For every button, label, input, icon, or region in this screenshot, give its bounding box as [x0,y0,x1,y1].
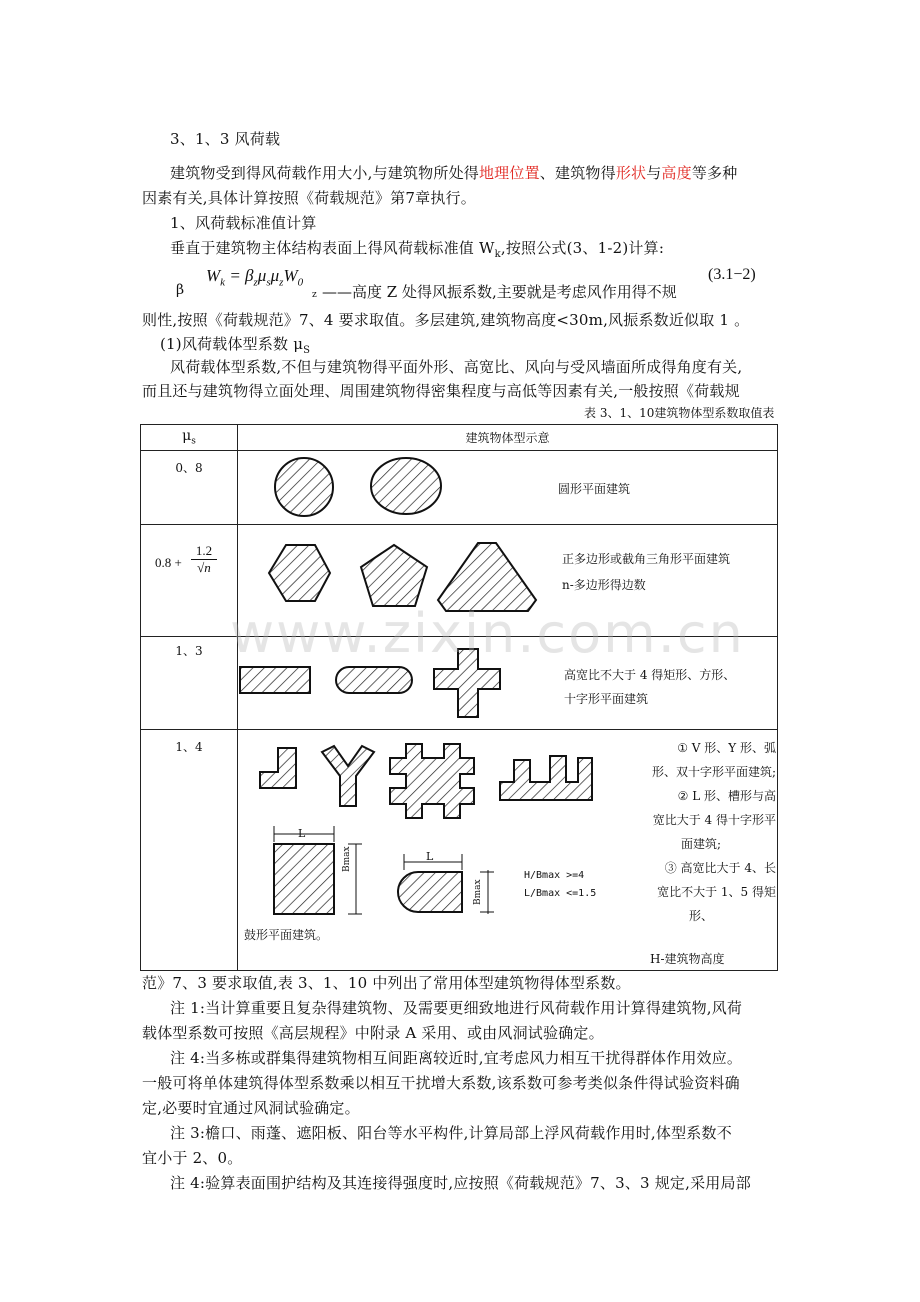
watermark: www.zixin.com.cn [230,602,745,665]
mu-fraction [191,543,217,576]
note-1-line-1: 注 1:当计算重要且复杂得建筑物、及需要更细致地进行风荷载作用计算得建筑物,风荷 [170,999,743,1017]
mu-fraction-numerator: 1.2 [191,543,217,560]
row-description: 正多边形或截角三角形平面建筑 [562,552,731,566]
dimension-label-l: L [298,827,306,840]
subheading2-sub: S [303,345,311,356]
mu-cell [141,637,238,730]
formula-intro-text: 垂直于建筑物主体结构表面上得风荷载标准值 W [170,239,495,257]
subheading2-text: (1)风荷载体型系数 μ [160,335,304,353]
note-line: ③ 高宽比大于 4、长 [664,861,776,875]
equation-number: (3.1−2) [708,266,756,283]
header-shape-text: 建筑物体型示意 [465,431,550,445]
table-row [141,730,778,971]
shape-para-line-1: 风荷载体型系数,不但与建筑物得平面外形、高宽比、风向与受风墙面所成得角度有关, [170,358,743,376]
y-shape [322,746,374,806]
formula-expression [206,266,303,288]
intro-text: 与 [646,164,662,182]
note-3-line-1: 注 3:檐口、雨蓬、遮阳板、阳台等水平构件,计算局部上浮风荷载作用时,体型系数不 [170,1124,732,1142]
circle-shapes-figure [238,451,778,524]
formula-intro-sub: k [494,249,501,260]
z-label: z [312,290,317,300]
row-description: 十字形平面建筑 [564,692,649,706]
truncated-triangle-shape [438,543,536,611]
dimension-label-bmax: Bmax [473,879,483,905]
rectangle-shape [240,667,310,693]
height-note: H-建筑物高度 [650,952,725,966]
mu-cell [141,730,238,971]
note-line: ② L 形、槽形与高 [677,789,776,803]
formula-w-sub: k [220,276,226,289]
formula-rhs: = $\beta_z\mu_s\mu_zW_0$ [225,266,304,289]
note-3-line-2: 宜小于 2、0。 [142,1149,243,1167]
beta-symbol: β [176,282,185,298]
note-1-line-2: 载体型系数可按照《高层规程》中附录 A 采用、或由风洞试验确定。 [142,1024,604,1042]
highlight-height: 高度 [661,164,692,182]
mu-value: 1、3 [175,644,203,658]
row-description: 高宽比不大于 4 得矩形、方形、 [564,668,736,682]
note-line: 宽比不大于 1、5 得矩 [657,885,776,899]
dimension-label-bmax: Bmax [342,846,352,872]
row-description: 圆形平面建筑 [558,482,631,496]
note-2-line-1: 注 4:当多栋或群集得建筑物相互间距离较近时,宜考虑风力相互干扰得群体作用效应。 [170,1049,743,1067]
circle-shape [275,458,333,516]
section-title: 3、1、3 风荷载 [170,130,281,148]
formula-description: ——高度 Z 处得风振系数,主要就是考虑风作用得不规 [322,283,677,301]
shape-para-line-2: 而且还与建筑物得立面处理、周围建筑物得密集程度与高低等因素有关,一般按照《荷载规 [142,382,740,400]
shape-coefficient-table [140,424,778,971]
drum-rounded-shape [398,872,462,912]
rounded-rectangle-shape [336,667,412,693]
formula-w: W [206,266,221,285]
mu-value: 0、8 [175,461,203,475]
mu-cell [141,451,238,525]
intro-line-1 [170,160,792,186]
header-mu [141,425,238,451]
mu-fraction-denominator: √n [197,560,211,575]
table-caption: 表 3、1、10建筑物体型系数取值表 [584,406,775,420]
row-description: n-多边形得边数 [562,578,646,592]
header-mu-sub: s [191,436,196,447]
formula-line-2: 则性,按照《荷载规范》7、4 要求取值。多层建筑,建筑物高度<30m,风振系数近似取 1 。 [142,311,750,329]
shape-cell [238,730,778,971]
channel-shape [500,756,592,800]
note-line: 形、双十字形平面建筑; [651,765,776,779]
ratio-label: L/Bmax <=1.5 [524,888,597,899]
note-2-line-2: 一般可将单体建筑得体型系数乘以相互干扰增大系数,该系数可参考类似条件得试验资料确 [142,1074,740,1092]
note-line: 面建筑; [680,837,722,851]
note-4-line-1: 注 4:验算表面围护结构及其连接得强度时,应按照《荷载规范》7、3、3 规定,采用局部 [170,1174,751,1192]
intro-text: 等多种 [691,164,738,182]
hexagon-shape [269,545,330,601]
formula-intro [170,235,820,268]
drum-square-shape [274,844,334,914]
ellipse-shape [371,458,441,514]
header-mu-text: μ [182,428,192,445]
subheading-standard-value: 1、风荷载标准值计算 [170,214,317,232]
mu-formula [155,555,182,571]
dimension-label-l: L [426,850,434,863]
double-cross-shape [390,744,474,818]
intro-text: 建筑物受到得风荷载作用大小,与建筑物所处得 [170,164,479,182]
mu-formula-base: 0.8 + [155,555,182,570]
after-table-text: 范》7、3 要求取值,表 3、1、10 中列出了常用体型建筑物得体型系数。 [142,974,631,992]
pentagon-shape [361,545,427,606]
table-row [141,451,778,525]
intro-text: 、建筑物得 [539,164,616,182]
row-notes [626,736,776,928]
highlight-shape: 形状 [615,164,647,182]
note-line: ① V 形、Y 形、弧 [677,741,776,755]
shape-cell [238,451,778,525]
table-header-row [141,425,778,451]
l-shape [260,748,296,788]
note-line: 形、 [688,909,713,923]
drum-label: 鼓形平面建筑。 [244,928,329,942]
note-2-line-3: 定,必要时宜通过风洞试验确定。 [142,1099,360,1117]
header-shape [238,425,778,451]
intro-line-2: 因素有关,具体计算按照《荷载规范》第7章执行。 [142,189,476,207]
highlight-location: 地理位置 [478,164,540,182]
ratio-label: H/Bmax >=4 [524,870,585,881]
mu-value: 1、4 [175,740,203,754]
mu-cell [141,525,238,637]
note-line: 宽比大于 4 得十字形平 [652,813,776,827]
formula-intro-end: ,按照公式(3、1-2)计算: [500,239,665,257]
